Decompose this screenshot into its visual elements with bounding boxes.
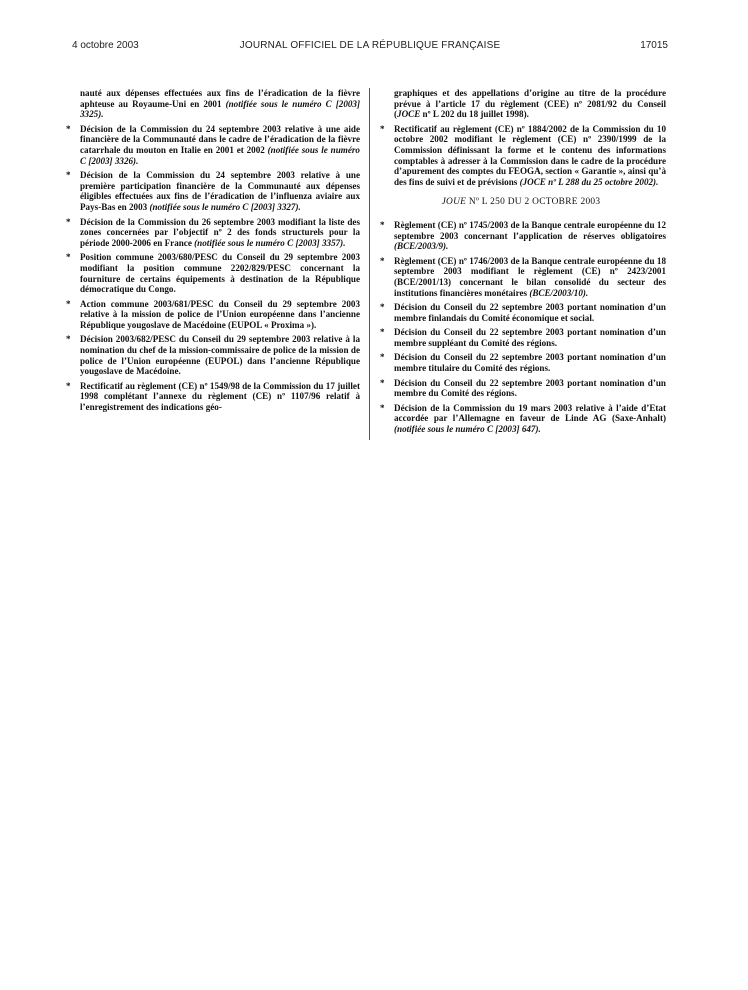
entry-text: Décision du Conseil du 22 septembre 2003 portant nomination d’un membre finlandais du Comité économique et social.	[394, 302, 666, 323]
continuation-tail: nº L 202 du 18 juillet 1998).	[420, 109, 529, 120]
section-heading-joce: JOUE	[441, 197, 467, 208]
asterisk-marker: *	[66, 170, 71, 181]
entry-text: Décision du Conseil du 22 septembre 2003 portant nomination d’un membre titulaire du Comité des régions.	[394, 352, 666, 374]
list-item	[376, 256, 666, 298]
entry-text: Rectificatif au règlement (CE) nº 1884/2002 de la Commission du 10 octobre 2002 modifiant le règlement (CE) nº 2390/1999 de la Commission définissant la forme et le contenu des informations comptables à adresser à la Commission dans le cadre de la procédure d’apurement des comptes du FEOGA, section « Garantie », ainsi qu’à des fins de suivi et de prévisions	[394, 123, 666, 187]
list-item	[62, 334, 360, 376]
entry-reference: (BCE/2003/9).	[394, 241, 449, 252]
entry-text: Règlement (CE) nº 1745/2003 de la Banque centrale européenne du 12 septembre 2003 concernant l’application de réserves obligatoires	[394, 219, 666, 241]
column-divider	[369, 88, 370, 440]
asterisk-marker: *	[66, 216, 71, 227]
entry-text: Décision de la Commission du 24 septembre 2003 relative à une première participation financière de la Communauté aux dépenses éligibles effectuées aux fins de l’éradication de l’influenza aviaire aux Pays-Bas en 2003	[80, 170, 360, 212]
entry-text: Décision du Conseil du 22 septembre 2003 portant nomination d’un membre suppléant du Comité des régions.	[394, 327, 666, 348]
list-item	[62, 252, 360, 294]
section-heading-text: Nº L 250 DU 2 OCTOBRE 2003	[466, 197, 601, 208]
asterisk-marker: *	[66, 380, 71, 391]
right-column	[376, 88, 666, 439]
journal-title: JOURNAL OFFICIEL DE LA RÉPUBLIQUE FRANÇAISE	[239, 40, 501, 51]
entry-reference: (BCE/2003/10).	[529, 287, 589, 298]
continuation-body: graphiques et des appellations d’origine au titre de la procédure prévue à l’article 17 du règlement (CEE) nº 2081/92 du Conseil (	[394, 88, 666, 120]
section-heading	[376, 197, 666, 208]
entry-text: Décision de la Commission du 24 septembre 2003 relative à une aide financière de la Communauté dans le cadre de l’éradication de la fièvre catarrhale du mouton en Italie en 2001 et 2002	[80, 123, 360, 155]
asterisk-marker: *	[66, 252, 71, 263]
entry-text: Décision de la Commission du 19 mars 2003 relative à l’aide d’Etat accordée par l’Allemagne en faveur de Linde AG (Saxe-Anhalt)	[394, 402, 666, 424]
entry-reference: (notifiée sous le numéro C [2003] 647).	[394, 424, 541, 435]
left-column	[62, 88, 360, 417]
asterisk-marker: *	[66, 123, 71, 134]
list-item	[376, 302, 666, 323]
list-item	[62, 381, 360, 413]
header-date: 4 octobre 2003	[72, 40, 139, 51]
list-item	[62, 124, 360, 166]
asterisk-marker: *	[380, 123, 385, 134]
asterisk-marker: *	[66, 298, 71, 309]
entry-text: Rectificatif au règlement (CE) nº 1549/98 de la Commission du 17 juillet 1998 complétant l’annexe du règlement (CE) nº 1107/96 relatif à l’enregistrement des indications géo-	[80, 380, 360, 413]
asterisk-marker: *	[380, 402, 385, 413]
list-item	[62, 217, 360, 249]
list-item	[62, 299, 360, 331]
asterisk-marker: *	[380, 302, 385, 313]
entry-text: Position commune 2003/680/PESC du Conseil du 29 septembre 2003 modifiant la position commune 2202/829/PESC concernant la fourniture de certains équipements à destination de la République démocratique du Congo.	[80, 252, 360, 295]
asterisk-marker: *	[380, 327, 385, 338]
list-item	[62, 170, 360, 212]
entry-text: Décision du Conseil du 22 septembre 2003 portant nomination d’un membre du Comité des régions.	[394, 377, 666, 399]
continuation-italic: (notifiée sous le numéro C [2003] 3325).	[80, 98, 360, 120]
asterisk-marker: *	[380, 255, 385, 266]
asterisk-marker: *	[380, 352, 385, 363]
continuation-text	[62, 88, 360, 120]
asterisk-marker: *	[66, 334, 71, 345]
page-header	[72, 40, 668, 54]
asterisk-marker: *	[380, 219, 385, 230]
page-number: 17015	[640, 40, 668, 51]
entry-reference: (notifiée sous le numéro C [2003] 3357).	[194, 237, 346, 248]
list-item	[376, 124, 666, 188]
continuation-text	[376, 88, 666, 120]
list-item	[376, 403, 666, 435]
entry-text: Action commune 2003/681/PESC du Conseil du 29 septembre 2003 relative à la mission de police de l’Union européenne dans l’ancienne République yougoslave de Macédoine (EUPOL « Proxima »).	[80, 298, 360, 330]
entry-text: Décision de la Commission du 26 septembre 2003 modifiant la liste des zones concernées par l’objectif nº 2 des fonds structurels pour la période 2000-2006 en France	[80, 216, 360, 248]
list-item	[376, 352, 666, 373]
entry-text: Décision 2003/682/PESC du Conseil du 29 septembre 2003 relative à la nomination du chef de la mission-commissaire de police de la mission de police de l’Union européenne (EUPOL) dans l’ancienne République yougoslave de Macédoine.	[80, 334, 360, 377]
continuation-body: nauté aux dépenses effectuées aux fins de l’éradication de la fièvre aphteuse au Royaume-Uni en 2001	[80, 88, 360, 109]
list-item	[376, 378, 666, 399]
list-item	[376, 327, 666, 348]
entry-text: Règlement (CE) nº 1746/2003 de la Banque centrale européenne du 18 septembre 2003 modifiant le règlement (CE) nº 2423/2001 (BCE/2001/13) concernant le bilan consolidé du secteur des institutions financières monétaires	[394, 255, 666, 298]
continuation-italic: JOCE	[397, 109, 421, 120]
asterisk-marker: *	[380, 377, 385, 388]
list-item	[376, 220, 666, 252]
entry-reference: (notifiée sous le numéro C [2003] 3326).	[80, 144, 360, 166]
entry-reference: (notifiée sous le numéro C [2003] 3327).	[149, 201, 301, 212]
entry-reference: (JOCE nº L 288 du 25 octobre 2002).	[519, 176, 659, 187]
